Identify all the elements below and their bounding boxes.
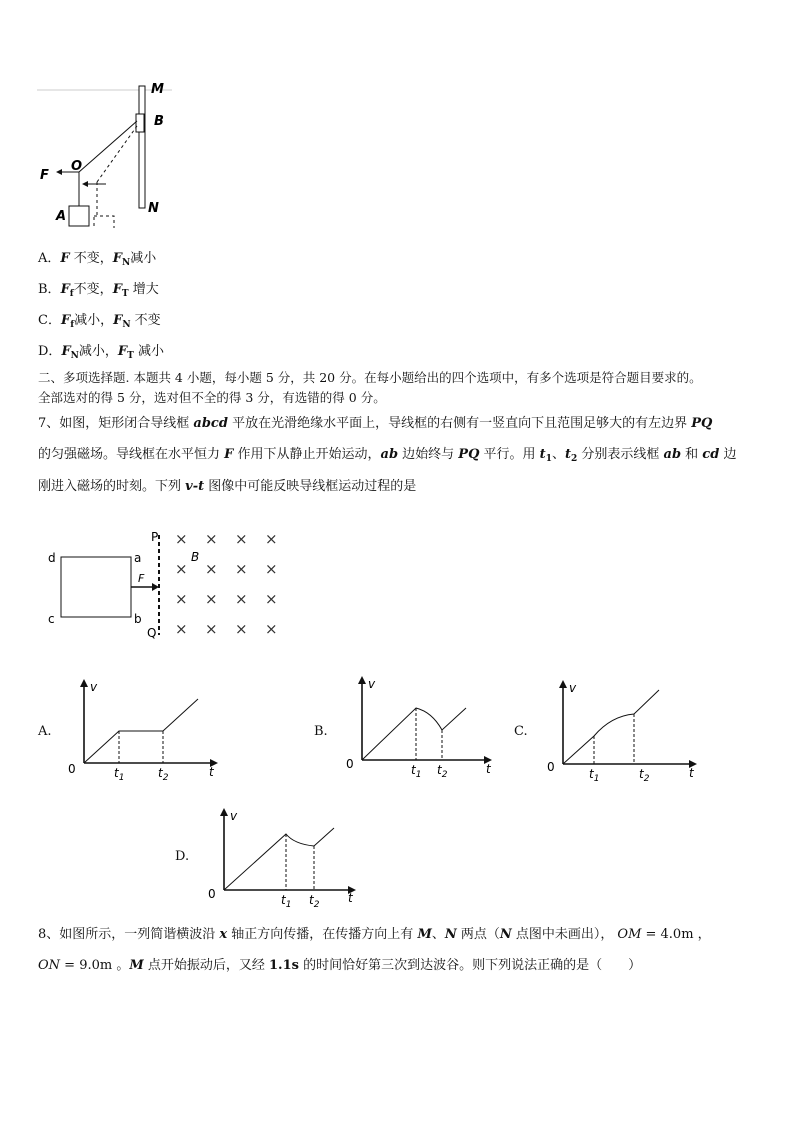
svg-text:t1: $t_1$	[281, 893, 292, 910]
svg-text:t1: $t_1$	[589, 767, 600, 783]
ring-b	[136, 114, 144, 132]
svg-text:0: 0	[547, 760, 555, 774]
label-d: d	[48, 551, 56, 565]
svg-text:×: ×	[175, 560, 188, 578]
svg-text:t: t	[486, 762, 491, 776]
svg-text:×: ×	[175, 620, 188, 638]
svg-text:t: t	[689, 766, 694, 780]
label-field-b: B	[191, 550, 200, 564]
label-f: F	[138, 572, 145, 585]
section2-line1: 二、多项选择题. 本题共 4 小题，每小题 5 分，共 20 分。在每小题给出的四个选项中，有多个选项是符合题目要求的。	[38, 370, 702, 385]
svg-text:×: ×	[265, 620, 278, 638]
svg-text:t: t	[348, 891, 353, 905]
label-b: B	[154, 114, 164, 129]
label-q: Q	[147, 626, 157, 640]
dashed-block	[94, 216, 114, 228]
svg-text:×: ×	[205, 530, 218, 548]
svg-text:×: ×	[265, 530, 278, 548]
svg-text:×: ×	[235, 560, 248, 578]
svg-text:×: ×	[235, 590, 248, 608]
field-crosses	[175, 530, 278, 638]
q8-line2: ON = 9.0m 。M 点开始振动后，又经 1.1s 的时间恰好第三次到达波谷。则下列说法正确的是（ ）	[38, 958, 642, 973]
graph-a	[62, 677, 222, 782]
q6-option-b: B．$F_f$不变，$F_T$ 增大	[38, 282, 159, 299]
option-d-label: D.	[175, 849, 190, 864]
svg-text:t2: $t_2$	[639, 767, 650, 783]
svg-text:×: ×	[265, 590, 278, 608]
label-f: F	[40, 168, 49, 183]
q6-figure	[30, 78, 190, 228]
svg-text:v: v	[569, 681, 577, 695]
svg-text:0: 0	[68, 762, 76, 776]
svg-text:×: ×	[205, 590, 218, 608]
svg-text:t1: $t_1$	[114, 766, 125, 782]
svg-text:×: ×	[175, 590, 188, 608]
wire-frame	[61, 557, 131, 617]
option-c-label: C.	[514, 724, 528, 739]
svg-text:t1: $t_1$	[411, 763, 422, 779]
q6-option-a: A．F 不变，$F_N$减小	[38, 251, 157, 268]
section2-line2: 全部选对的得 5 分，选对但不全的得 3 分，有选错的得 0 分。	[38, 390, 386, 405]
q6-option-c: C．$F_f$减小，$F_N$ 不变	[38, 313, 161, 330]
q8-line1: 8、如图所示，一列简谐横波沿 x 轴正方向传播，在传播方向上有 M、N 两点（N 点图中未画出）， OM = 4.0m ，	[38, 927, 711, 942]
graph-d	[202, 806, 362, 911]
q7-line1: 7、如图，矩形闭合导线框 abcd 平放在光滑绝缘水平面上，导线框的右侧有一竖直向下且范围足够大的有左边界 PQ	[38, 416, 713, 431]
svg-text:t2: $t_2$	[158, 766, 169, 782]
svg-text:×: ×	[175, 530, 188, 548]
svg-text:×: ×	[205, 620, 218, 638]
graph-c	[541, 678, 701, 783]
svg-text:×: ×	[235, 530, 248, 548]
q7-line2: 的匀强磁场。导线框在水平恒力 F 作用下从静止开始运动，ab 边始终与 PQ 平行。用 $t_1$、$t_2$ 分别表示线框 ab 和 cd 边	[38, 447, 737, 464]
label-n: N	[148, 201, 159, 216]
rope-ob	[79, 121, 137, 172]
svg-text:×: ×	[205, 560, 218, 578]
block-a	[69, 206, 89, 226]
svg-text:v: v	[90, 680, 98, 694]
label-b: b	[134, 612, 142, 626]
svg-text:t: t	[209, 765, 214, 779]
svg-text:0: 0	[208, 887, 216, 901]
svg-text:×: ×	[265, 560, 278, 578]
label-a: A	[56, 209, 67, 224]
option-b-label: B.	[314, 724, 328, 739]
q7-figure	[40, 525, 290, 645]
svg-text:t2: $t_2$	[309, 893, 320, 910]
graph-b	[340, 674, 500, 779]
label-a: a	[134, 551, 142, 565]
label-p: P	[151, 530, 159, 544]
label-m: M	[151, 82, 164, 97]
svg-text:v: v	[368, 677, 376, 691]
label-o: O	[71, 159, 83, 174]
svg-text:0: 0	[346, 757, 354, 771]
svg-text:t2: $t_2$	[437, 763, 448, 779]
svg-text:×: ×	[235, 620, 248, 638]
svg-text:v: v	[230, 809, 238, 823]
q6-option-d: D．$F_N$减小，$F_T$ 减小	[38, 344, 164, 361]
dashed-rope	[97, 126, 137, 182]
q7-line3: 刚进入磁场的时刻。下列 v-t 图像中可能反映导线框运动过程的是	[38, 479, 417, 494]
rod-mn	[139, 86, 145, 208]
option-a-label: A.	[38, 724, 52, 739]
label-c: c	[48, 612, 55, 626]
